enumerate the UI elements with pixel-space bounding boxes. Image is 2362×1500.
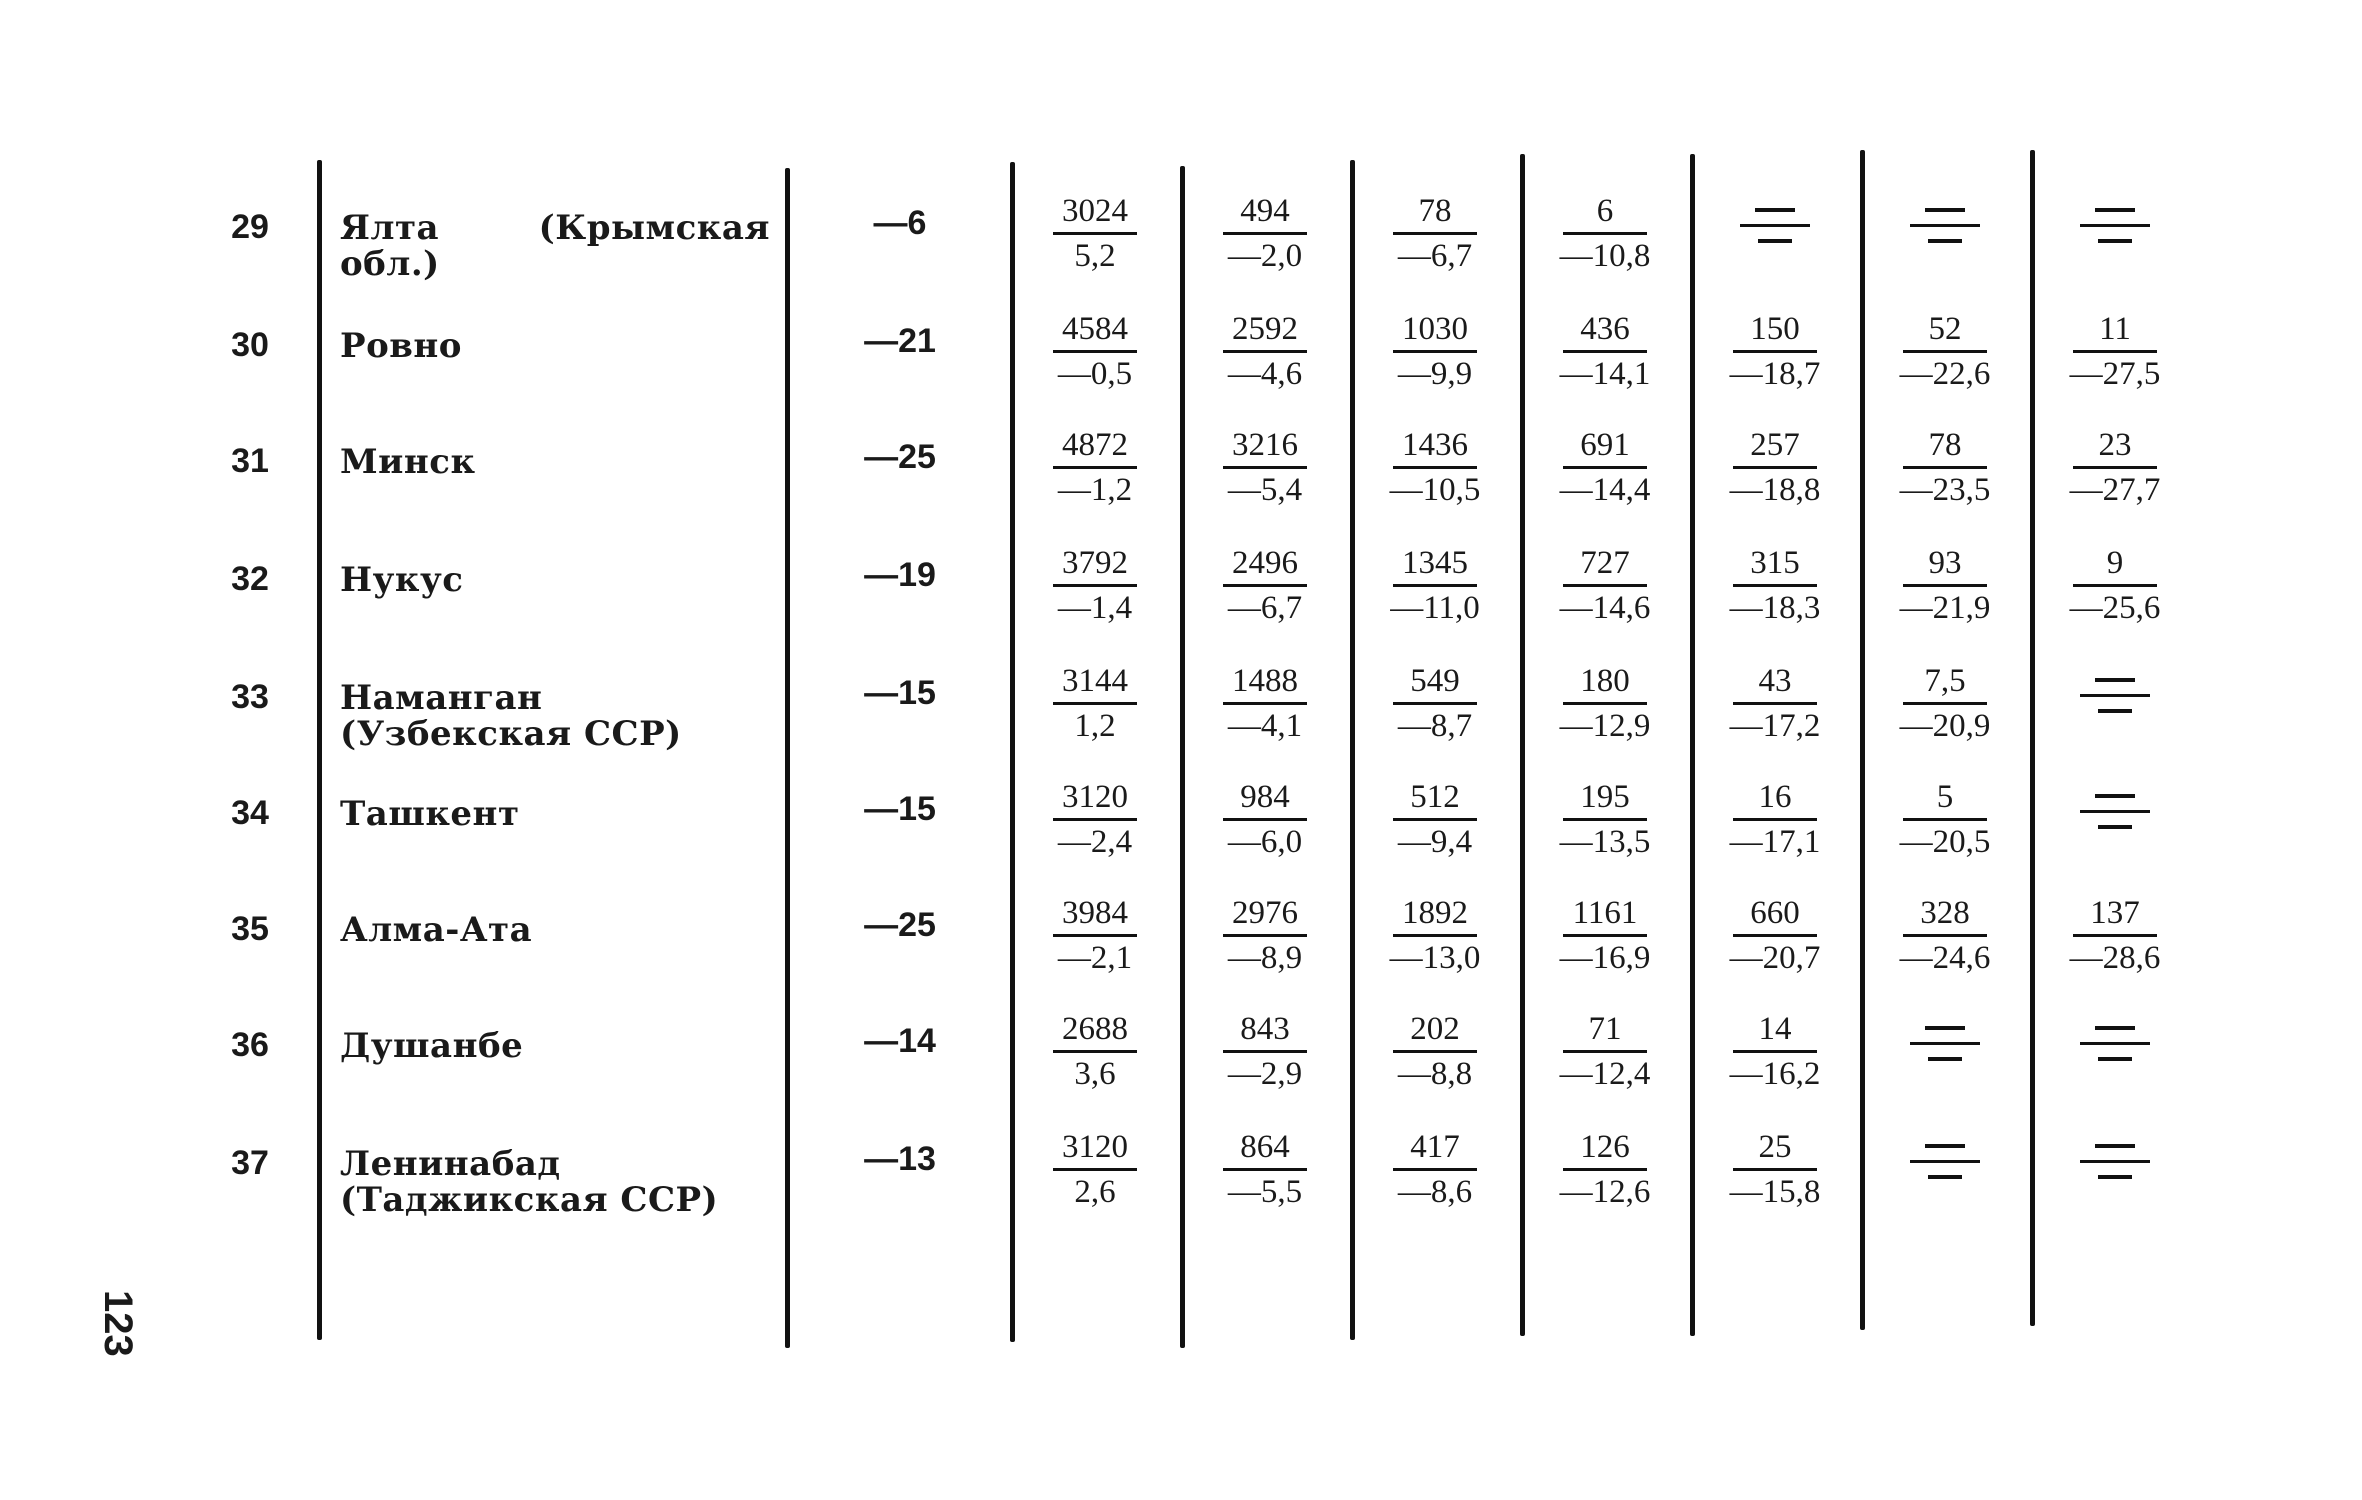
fraction-numerator: 202 — [1410, 1011, 1460, 1047]
fraction-cell — [1885, 660, 2005, 747]
fraction-cell — [1545, 776, 1665, 863]
fraction-cell — [1205, 190, 1325, 277]
dash-mark — [2095, 1026, 2135, 1030]
fraction-denominator: —1,2 — [1057, 472, 1133, 508]
fraction-cell — [1545, 190, 1665, 277]
fraction-cell — [1715, 660, 1835, 747]
row-number: 37 — [231, 1144, 269, 1182]
fraction-numerator: 9 — [2106, 545, 2124, 581]
fraction-denominator: —18,3 — [1729, 590, 1821, 626]
fraction-cell — [1885, 424, 2005, 511]
dash-mark — [2095, 208, 2135, 212]
fraction-cell — [2055, 542, 2175, 629]
fraction-cell — [1715, 424, 1835, 511]
dash-mark — [1910, 1160, 1980, 1163]
fraction-denominator: —5,4 — [1227, 472, 1303, 508]
fraction-cell — [1375, 542, 1495, 629]
dash-mark — [2080, 810, 2150, 813]
fraction-denominator: —16,9 — [1559, 940, 1651, 976]
fraction-denominator: —12,6 — [1559, 1174, 1651, 1210]
fraction-numerator: 43 — [1758, 663, 1792, 699]
fraction-denominator: —18,7 — [1729, 356, 1821, 392]
fraction-cell — [1715, 1126, 1835, 1213]
fraction-numerator: 660 — [1750, 895, 1800, 931]
fraction-denominator: —15,8 — [1729, 1174, 1821, 1210]
fraction-numerator: 3024 — [1062, 193, 1128, 229]
dash-mark — [1910, 224, 1980, 227]
empty-dash-cell — [1885, 198, 2005, 243]
design-temperature: —15 — [864, 674, 936, 712]
fraction-cell — [1375, 190, 1495, 277]
fraction-cell — [1205, 660, 1325, 747]
fraction-cell — [1035, 190, 1155, 277]
fraction-denominator: —4,6 — [1227, 356, 1303, 392]
design-temperature: —15 — [864, 790, 936, 828]
fraction-cell — [1035, 1008, 1155, 1095]
row-number: 35 — [231, 910, 269, 948]
fraction-denominator: —14,1 — [1559, 356, 1651, 392]
fraction-denominator: —14,4 — [1559, 472, 1651, 508]
fraction-numerator: 78 — [1928, 427, 1962, 463]
city-name: Алма-Ата — [340, 910, 533, 950]
empty-dash-cell — [1885, 1016, 2005, 1061]
fraction-denominator: —20,5 — [1899, 824, 1991, 860]
fraction-cell — [1035, 542, 1155, 629]
fraction-denominator: —8,6 — [1397, 1174, 1473, 1210]
dash-mark — [2095, 1144, 2135, 1148]
fraction-cell — [1715, 308, 1835, 395]
fraction-numerator: 1161 — [1572, 895, 1638, 931]
city-name: Нукус — [340, 560, 464, 600]
table-row — [0, 1008, 2362, 1118]
fraction-cell — [1715, 776, 1835, 863]
fraction-numerator: 549 — [1410, 663, 1460, 699]
fraction-numerator: 5 — [1936, 779, 1954, 815]
dash-mark — [2098, 709, 2132, 713]
fraction-numerator: 126 — [1580, 1129, 1630, 1165]
fraction-cell — [1545, 308, 1665, 395]
dash-mark — [2080, 1042, 2150, 1045]
fraction-numerator: 25 — [1758, 1129, 1792, 1165]
fraction-denominator: —22,6 — [1899, 356, 1991, 392]
fraction-cell — [1205, 1008, 1325, 1095]
dash-mark — [1928, 1175, 1962, 1179]
fraction-numerator: 315 — [1750, 545, 1800, 581]
fraction-denominator: —9,4 — [1397, 824, 1473, 860]
fraction-denominator: —17,1 — [1729, 824, 1821, 860]
fraction-denominator: —27,7 — [2069, 472, 2161, 508]
fraction-cell — [1375, 1008, 1495, 1095]
dash-mark — [1925, 1144, 1965, 1148]
empty-dash-cell — [2055, 1016, 2175, 1061]
fraction-denominator: —17,2 — [1729, 708, 1821, 744]
fraction-numerator: 512 — [1410, 779, 1460, 815]
row-number: 34 — [231, 794, 269, 832]
fraction-numerator: 3120 — [1062, 779, 1128, 815]
fraction-denominator: —12,4 — [1559, 1056, 1651, 1092]
empty-dash-cell — [2055, 1134, 2175, 1179]
table-row — [0, 190, 2362, 300]
fraction-cell — [1375, 1126, 1495, 1213]
fraction-numerator: 14 — [1758, 1011, 1792, 1047]
fraction-numerator: 984 — [1240, 779, 1290, 815]
fraction-denominator: —8,8 — [1397, 1056, 1473, 1092]
fraction-cell — [1205, 308, 1325, 395]
row-number: 31 — [231, 442, 269, 480]
row-number: 32 — [231, 560, 269, 598]
fraction-cell — [1205, 1126, 1325, 1213]
fraction-cell — [2055, 892, 2175, 979]
fraction-denominator: —9,9 — [1397, 356, 1473, 392]
fraction-denominator: 5,2 — [1074, 238, 1116, 274]
fraction-denominator: —10,5 — [1389, 472, 1481, 508]
fraction-denominator: —6,7 — [1227, 590, 1303, 626]
fraction-numerator: 3216 — [1232, 427, 1298, 463]
fraction-numerator: 195 — [1580, 779, 1630, 815]
empty-dash-cell — [2055, 198, 2175, 243]
row-number: 30 — [231, 326, 269, 364]
fraction-numerator: 2688 — [1062, 1011, 1128, 1047]
fraction-denominator: —13,5 — [1559, 824, 1651, 860]
row-number: 29 — [231, 208, 269, 246]
fraction-denominator: —23,5 — [1899, 472, 1991, 508]
row-number: 36 — [231, 1026, 269, 1064]
fraction-cell — [1885, 892, 2005, 979]
fraction-denominator: —2,9 — [1227, 1056, 1303, 1092]
city-name: Наманган (Узбекская ССР) — [340, 678, 682, 754]
dash-mark — [2095, 794, 2135, 798]
fraction-numerator: 3984 — [1062, 895, 1128, 931]
fraction-cell — [1035, 892, 1155, 979]
fraction-numerator: 2976 — [1232, 895, 1298, 931]
city-name: Душанбе — [340, 1026, 524, 1066]
fraction-numerator: 150 — [1750, 311, 1800, 347]
fraction-numerator: 4872 — [1062, 427, 1128, 463]
dash-mark — [2098, 1175, 2132, 1179]
fraction-numerator: 494 — [1240, 193, 1290, 229]
design-temperature: —14 — [864, 1022, 936, 1060]
fraction-numerator: 1030 — [1402, 311, 1468, 347]
fraction-numerator: 843 — [1240, 1011, 1290, 1047]
fraction-denominator: —25,6 — [2069, 590, 2161, 626]
fraction-numerator: 864 — [1240, 1129, 1290, 1165]
fraction-denominator: —12,9 — [1559, 708, 1651, 744]
fraction-denominator: —18,8 — [1729, 472, 1821, 508]
fraction-numerator: 3792 — [1062, 545, 1128, 581]
fraction-denominator: —28,6 — [2069, 940, 2161, 976]
fraction-denominator: —20,7 — [1729, 940, 1821, 976]
fraction-cell — [1035, 1126, 1155, 1213]
dash-mark — [1928, 239, 1962, 243]
dash-mark — [1910, 1042, 1980, 1045]
city-name: Ялта (Крымская обл.) — [340, 208, 770, 284]
fraction-denominator: 1,2 — [1074, 708, 1116, 744]
fraction-numerator: 257 — [1750, 427, 1800, 463]
fraction-denominator: —4,1 — [1227, 708, 1303, 744]
fraction-numerator: 691 — [1580, 427, 1630, 463]
dash-mark — [1925, 208, 1965, 212]
fraction-numerator: 11 — [2099, 311, 2131, 347]
fraction-numerator: 78 — [1418, 193, 1452, 229]
fraction-numerator: 1345 — [1402, 545, 1468, 581]
fraction-cell — [1885, 542, 2005, 629]
design-temperature: —19 — [864, 556, 936, 594]
fraction-cell — [1545, 424, 1665, 511]
row-number: 33 — [231, 678, 269, 716]
fraction-cell — [1375, 424, 1495, 511]
fraction-cell — [1205, 542, 1325, 629]
fraction-denominator: —2,4 — [1057, 824, 1133, 860]
fraction-numerator: 727 — [1580, 545, 1630, 581]
dash-mark — [1758, 239, 1792, 243]
fraction-denominator: —14,6 — [1559, 590, 1651, 626]
fraction-numerator: 1488 — [1232, 663, 1298, 699]
dash-mark — [1740, 224, 1810, 227]
fraction-cell — [1885, 776, 2005, 863]
fraction-numerator: 180 — [1580, 663, 1630, 699]
city-name: Ровно — [340, 326, 462, 366]
fraction-cell — [1715, 542, 1835, 629]
fraction-numerator: 6 — [1596, 193, 1614, 229]
fraction-cell — [1375, 776, 1495, 863]
fraction-cell — [1035, 308, 1155, 395]
fraction-numerator: 3120 — [1062, 1129, 1128, 1165]
fraction-denominator: —24,6 — [1899, 940, 1991, 976]
fraction-cell — [1035, 424, 1155, 511]
fraction-denominator: —5,5 — [1227, 1174, 1303, 1210]
dash-mark — [2080, 1160, 2150, 1163]
fraction-denominator: 2,6 — [1074, 1174, 1116, 1210]
fraction-denominator: —8,9 — [1227, 940, 1303, 976]
fraction-numerator: 52 — [1928, 311, 1962, 347]
dash-mark — [2095, 678, 2135, 682]
design-temperature: —21 — [864, 322, 936, 360]
fraction-denominator: —21,9 — [1899, 590, 1991, 626]
fraction-denominator: —1,4 — [1057, 590, 1133, 626]
table-row — [0, 424, 2362, 534]
fraction-denominator: —13,0 — [1389, 940, 1481, 976]
fraction-cell — [2055, 424, 2175, 511]
fraction-numerator: 417 — [1410, 1129, 1460, 1165]
dash-mark — [2098, 239, 2132, 243]
fraction-numerator: 137 — [2090, 895, 2140, 931]
dash-mark — [1925, 1026, 1965, 1030]
fraction-numerator: 1892 — [1402, 895, 1468, 931]
fraction-numerator: 436 — [1580, 311, 1630, 347]
empty-dash-cell — [2055, 668, 2175, 713]
empty-dash-cell — [1885, 1134, 2005, 1179]
fraction-cell — [1545, 892, 1665, 979]
fraction-denominator: —27,5 — [2069, 356, 2161, 392]
fraction-numerator: 23 — [2098, 427, 2132, 463]
empty-dash-cell — [2055, 784, 2175, 829]
fraction-cell — [1035, 660, 1155, 747]
fraction-denominator: —6,7 — [1397, 238, 1473, 274]
table-row — [0, 660, 2362, 770]
fraction-cell — [1375, 308, 1495, 395]
fraction-cell — [1205, 892, 1325, 979]
fraction-denominator: —8,7 — [1397, 708, 1473, 744]
fraction-cell — [1375, 892, 1495, 979]
design-temperature: —25 — [864, 906, 936, 944]
city-name: Минск — [340, 442, 476, 482]
fraction-denominator: —6,0 — [1227, 824, 1303, 860]
city-name: Ташкент — [340, 794, 520, 834]
fraction-numerator: 7,5 — [1924, 663, 1966, 699]
empty-dash-cell — [1715, 198, 1835, 243]
fraction-cell — [1545, 660, 1665, 747]
dash-mark — [2080, 694, 2150, 697]
fraction-cell — [1715, 1008, 1835, 1095]
fraction-denominator: —20,9 — [1899, 708, 1991, 744]
fraction-numerator: 1436 — [1402, 427, 1468, 463]
fraction-denominator: —0,5 — [1057, 356, 1133, 392]
fraction-numerator: 2592 — [1232, 311, 1298, 347]
fraction-cell — [1375, 660, 1495, 747]
dash-mark — [2080, 224, 2150, 227]
fraction-cell — [1205, 776, 1325, 863]
fraction-numerator: 328 — [1920, 895, 1970, 931]
fraction-denominator: —10,8 — [1559, 238, 1651, 274]
dash-mark — [2098, 825, 2132, 829]
fraction-cell — [1205, 424, 1325, 511]
fraction-numerator: 93 — [1928, 545, 1962, 581]
table-row — [0, 892, 2362, 1002]
fraction-cell — [1545, 542, 1665, 629]
fraction-cell — [1545, 1008, 1665, 1095]
design-temperature: —25 — [864, 438, 936, 476]
fraction-denominator: —16,2 — [1729, 1056, 1821, 1092]
page-number: 123 — [96, 1290, 140, 1357]
fraction-denominator: 3,6 — [1074, 1056, 1116, 1092]
city-name: Ленинабад (Таджикская ССР) — [340, 1144, 719, 1220]
design-temperature: —13 — [864, 1140, 936, 1178]
fraction-denominator: —2,0 — [1227, 238, 1303, 274]
fraction-numerator: 16 — [1758, 779, 1792, 815]
fraction-denominator: —2,1 — [1057, 940, 1133, 976]
table-row — [0, 1126, 2362, 1236]
fraction-cell — [1715, 892, 1835, 979]
fraction-numerator: 2496 — [1232, 545, 1298, 581]
fraction-denominator: —11,0 — [1390, 590, 1480, 626]
design-temperature: —6 — [873, 204, 927, 242]
dash-mark — [1928, 1057, 1962, 1061]
fraction-numerator: 3144 — [1062, 663, 1128, 699]
fraction-cell — [2055, 308, 2175, 395]
dash-mark — [1755, 208, 1795, 212]
fraction-cell — [1035, 776, 1155, 863]
table-row — [0, 308, 2362, 418]
dash-mark — [2098, 1057, 2132, 1061]
table-row — [0, 776, 2362, 886]
fraction-numerator: 4584 — [1062, 311, 1128, 347]
fraction-cell — [1885, 308, 2005, 395]
fraction-cell — [1545, 1126, 1665, 1213]
fraction-numerator: 71 — [1588, 1011, 1622, 1047]
table-row — [0, 542, 2362, 652]
